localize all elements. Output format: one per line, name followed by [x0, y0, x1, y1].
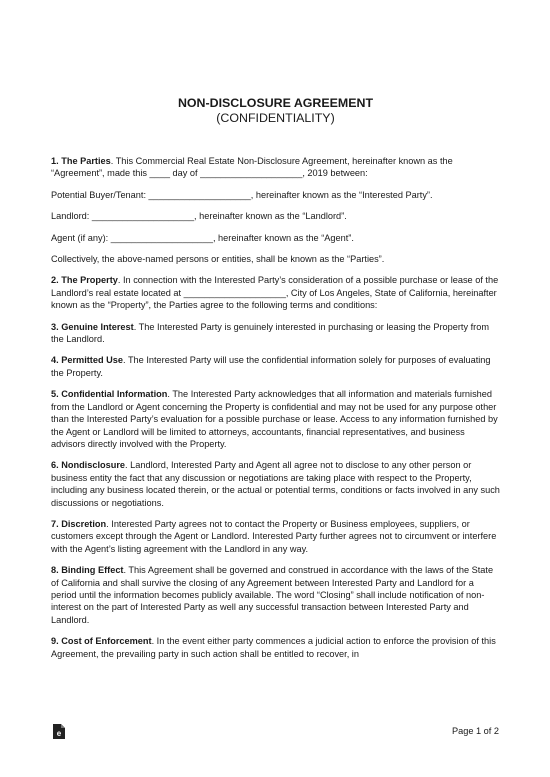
paragraph-text: Agent (if any): ____________________, hereinafter known as the “Agent”. — [51, 232, 354, 243]
section-heading: 6. Nondisclosure — [51, 460, 126, 471]
paragraph-text: . Landlord, Interested Party and Agent all agree not to disclose to any other person or business entity the fact that any discussion or negotiations are taking place with respect to the Property, including any business located therein, or the actual or potential terms, conditions or facts involved in any such discussions or negotiations. — [51, 460, 500, 508]
section-heading: 2. The Property — [51, 275, 118, 286]
paragraph — [51, 155, 500, 180]
paragraph-text: . In the event either party commences a judicial action to enforce the provision of this Agreement, the prevailing party in such action shall be entitled to recover, in — [51, 636, 496, 659]
document-title: NON-DISCLOSURE AGREEMENT — [177, 96, 374, 110]
paragraph-text: . In connection with the Interested Party’s consideration of a possible purchase or lease of the Landlord’s real estate located at ____________________, City of Los Angeles, State of California, hereinafter known as the “Property”, the Parties agree to the following terms and conditions: — [51, 275, 499, 311]
svg-text:e: e — [56, 729, 62, 738]
paragraph — [51, 274, 500, 311]
paragraph — [51, 210, 500, 222]
section-heading: 5. Confidential Information — [51, 389, 168, 400]
paragraph — [51, 189, 500, 201]
page-number: Page 1 of 2 — [452, 726, 499, 736]
section-heading: 1. The Parties — [51, 156, 111, 166]
paragraph-list — [51, 155, 500, 660]
paragraph-text: . The Interested Party will use the confidential information solely for purposes of evaluating the Property. — [51, 355, 491, 378]
paragraph-text: Landlord: ____________________, hereinafter known as the “Landlord”. — [51, 211, 347, 222]
paragraph — [51, 232, 500, 244]
paragraph — [51, 518, 500, 555]
paragraph — [51, 564, 500, 626]
paragraph-text: . The Interested Party is genuinely interested in purchasing or leasing the Property from the Landlord. — [51, 321, 489, 345]
document-body — [51, 96, 500, 669]
document-subtitle: (CONFIDENTIALITY) — [216, 111, 335, 125]
paragraph — [51, 459, 500, 509]
paragraph-text: . This Commercial Real Estate Non-Disclosure Agreement, hereinafter known as the “Agreement”, made this ____ day of ____________________, 2019 between: — [51, 156, 453, 179]
paragraph-text: . This Agreement shall be governed and construed in accordance with the laws of the State of California and shall survive the closing of any Agreement between Interested Party and Landlord for a period until the information becomes publicly available. The word “Closing” shall include notification of non-interest on the part of Interested Party as well any successful transaction between Interested Party and Landlord. — [51, 565, 494, 625]
paragraph — [51, 388, 500, 450]
eforms-logo-icon — [53, 724, 65, 739]
paragraph — [51, 321, 500, 346]
paragraph-text: Collectively, the above-named persons or entities, shall be known as the “Parties”. — [51, 254, 385, 265]
section-heading: 4. Permitted Use — [51, 355, 123, 366]
paragraph — [51, 354, 500, 379]
paragraph-text: . Interested Party agrees not to contact the Property or Business employees, suppliers, or customers except through the Agent or Landlord. Interested Party further agrees not to circumvent or interfere with the Agent’s listing agreement with the Landlord in any way. — [51, 518, 497, 554]
paragraph-text: Potential Buyer/Tenant: ____________________, hereinafter known as the “Interested Party”. — [51, 189, 433, 200]
section-heading: 3. Genuine Interest — [51, 321, 134, 332]
paragraph — [51, 253, 500, 265]
paragraph-text: . The Interested Party acknowledges that all information and materials furnished from the Landlord or Agent concerning the Property is confidential and may not be used for any purpose other than the Interested Party’s evaluation for a possible purchase or lease. Access to any information furnished by the Agent or Landlord will be limited to attorneys, accountants, financial representatives, and business advisors directly involved with the Property. — [51, 389, 498, 449]
section-heading: 7. Discretion — [51, 518, 107, 529]
section-heading: 8. Binding Effect — [51, 565, 124, 576]
section-heading: 9. Cost of Enforcement — [51, 636, 152, 647]
paragraph — [51, 635, 500, 660]
